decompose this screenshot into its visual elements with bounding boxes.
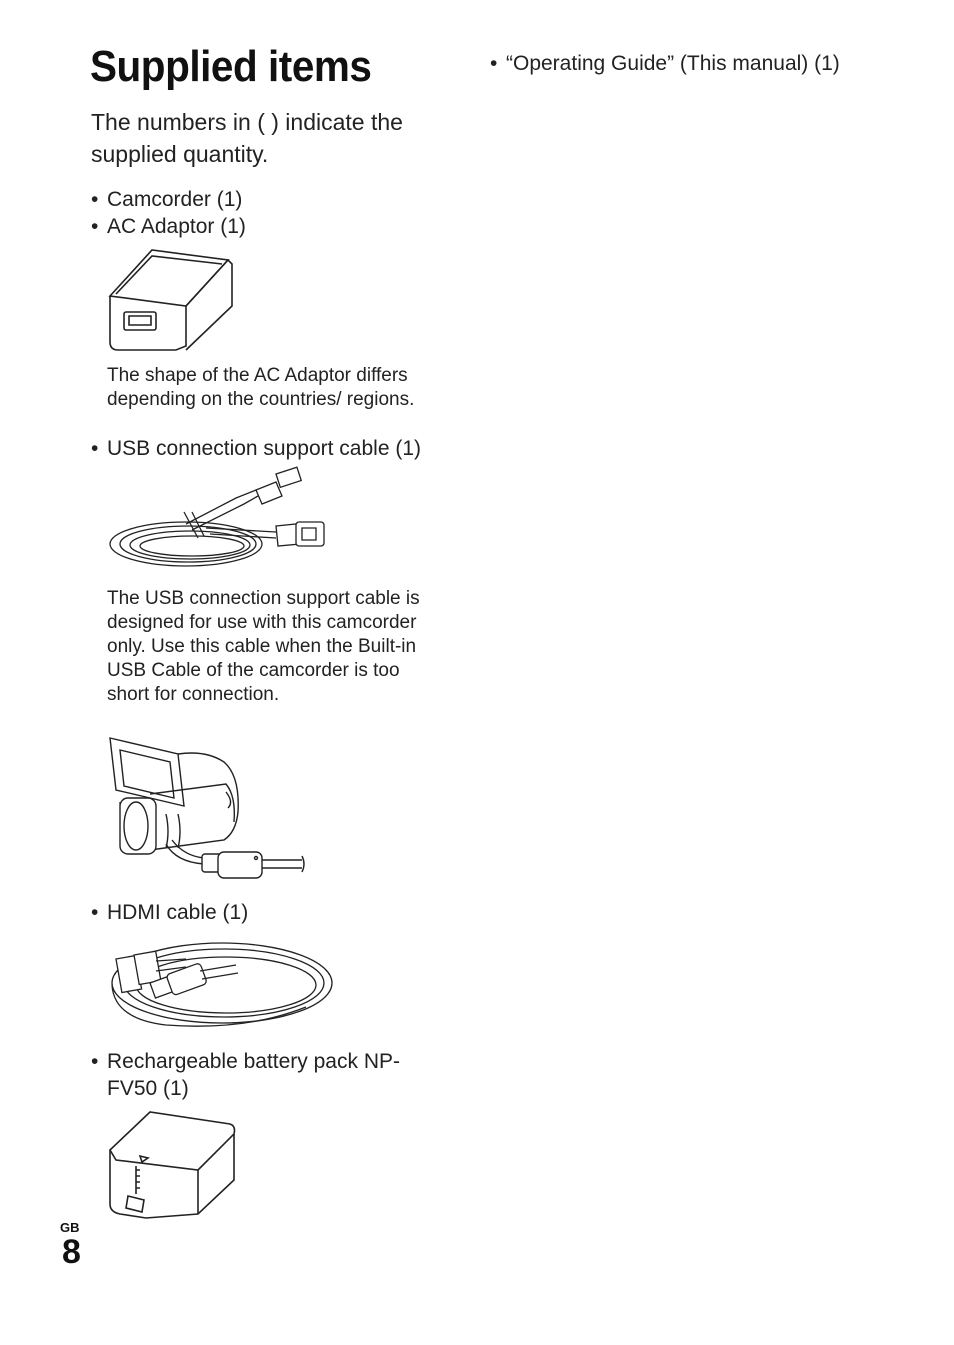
item-text: “Operating Guide” (This manual) (1) bbox=[506, 52, 840, 75]
item-text: Rechargeable battery pack NP-FV50 (1) bbox=[107, 1050, 400, 1100]
bullet: • bbox=[91, 901, 99, 924]
bullet: • bbox=[91, 1050, 99, 1073]
hdmi-cable-illustration bbox=[106, 931, 336, 1031]
item-text: USB connection support cable (1) bbox=[107, 437, 422, 460]
list-item-operating-guide bbox=[490, 50, 850, 77]
page-number: 8 bbox=[62, 1233, 81, 1271]
page-title: Supplied items bbox=[90, 42, 372, 91]
usb-cable-illustration bbox=[106, 468, 332, 572]
list-item-hdmi-cable bbox=[91, 899, 441, 926]
note-usb-cable: The USB connection support cable is designed for use with this camcorder only. Use this cable when the Built-in USB Cable of the camcorder is too short for connection. bbox=[107, 588, 420, 705]
list-item-ac-adaptor bbox=[91, 213, 441, 240]
item-text: HDMI cable (1) bbox=[107, 901, 249, 924]
camcorder-connection-illustration bbox=[106, 736, 306, 884]
list-item-camcorder bbox=[91, 186, 441, 213]
bullet: • bbox=[91, 188, 99, 211]
list-item-usb-cable bbox=[91, 435, 451, 462]
intro-text: The numbers in ( ) indicate the supplied quantity. bbox=[91, 109, 403, 167]
battery-pack-illustration bbox=[106, 1108, 238, 1220]
bullet: • bbox=[490, 52, 498, 75]
item-text: Camcorder (1) bbox=[107, 188, 243, 211]
list-item-battery bbox=[91, 1048, 431, 1102]
ac-adaptor-illustration bbox=[106, 246, 236, 354]
note-ac-adaptor: The shape of the AC Adaptor differs depending on the countries/ regions. bbox=[107, 365, 415, 410]
bullet: • bbox=[91, 437, 99, 460]
bullet: • bbox=[91, 215, 99, 238]
region-code: GB bbox=[60, 1220, 80, 1235]
item-text: AC Adaptor (1) bbox=[107, 215, 246, 238]
